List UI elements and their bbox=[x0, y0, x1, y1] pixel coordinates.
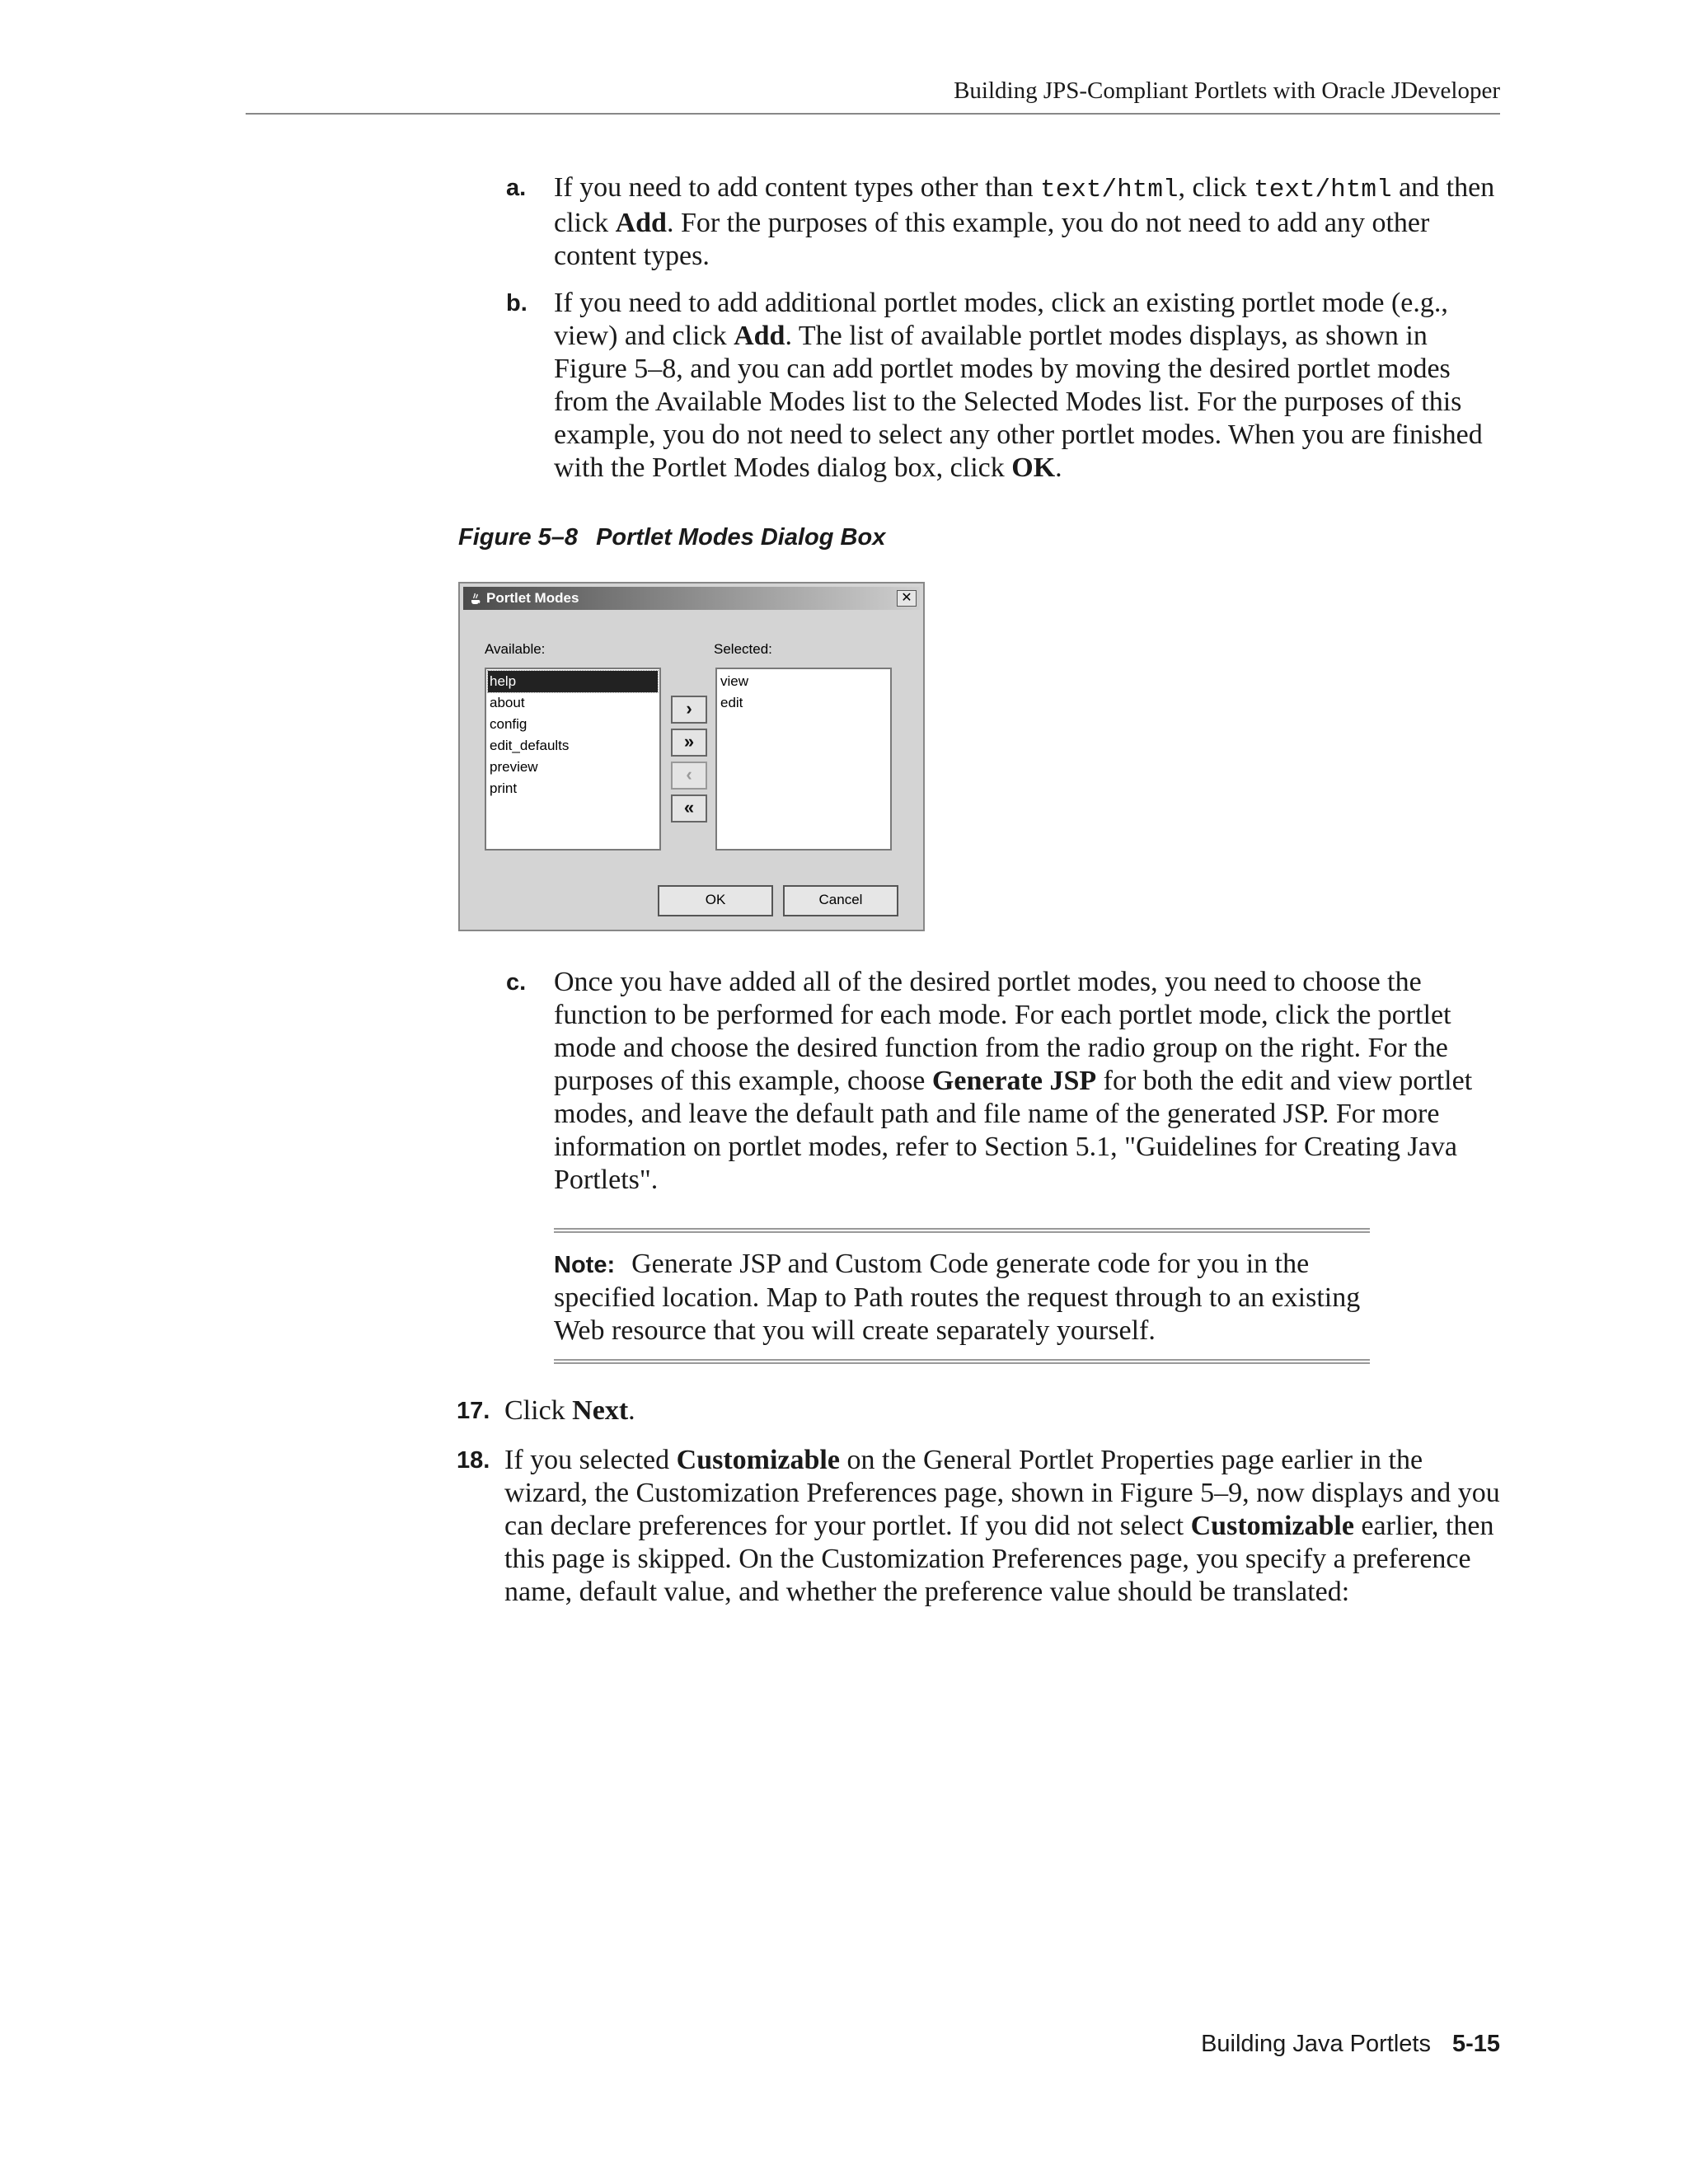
note-content bbox=[554, 1233, 1370, 1359]
list-item-edit-defaults[interactable]: edit_defaults bbox=[490, 738, 570, 753]
dialog-title: Portlet Modes bbox=[486, 590, 579, 606]
paragraph: If you selected Customizable on the General Portlet Properties page earlier in the wizard, the Customization Preferences page, shown in Figure 5–9, now displays and you can declare preferences for your portlet. If you did not select Customizable earlier, then this page is skipped. On the Customization Preferences page, you specify a preference name, default value, and whether the preference value should be translated: bbox=[504, 1445, 1500, 1607]
running-header: Building JPS-Compliant Portlets with Oracle JDeveloper bbox=[954, 77, 1500, 104]
note-box bbox=[554, 1228, 1370, 1364]
bold-term: Add bbox=[734, 321, 785, 351]
header-rule bbox=[246, 113, 1500, 115]
list-item-a bbox=[506, 171, 1502, 273]
move-all-right-button[interactable]: » bbox=[671, 729, 707, 757]
bold-term: Add bbox=[615, 208, 667, 238]
list-item-about[interactable]: about bbox=[490, 695, 525, 710]
available-label: Available: bbox=[485, 641, 546, 657]
step-18 bbox=[457, 1444, 1502, 1609]
move-all-left-button[interactable]: « bbox=[671, 794, 707, 823]
list-item-c bbox=[506, 966, 1502, 1197]
paragraph: Click Next. bbox=[504, 1395, 635, 1426]
footer-chapter: Building Java Portlets bbox=[1201, 2031, 1431, 2057]
note-label: Note: bbox=[554, 1252, 616, 1278]
paragraph: If you need to add content types other than text/html, click text/html and then click Add. For the purposes of this example, you do not need to add any other content types. bbox=[554, 172, 1495, 271]
note-text: Generate JSP and Custom Code generate code for you in the specified location. Map to Path routes the request through to an existing Web resource that you will create separately yourself. bbox=[554, 1249, 1361, 1346]
bold-term: Customizable bbox=[676, 1445, 840, 1475]
portlet-modes-dialog bbox=[458, 582, 925, 931]
cancel-button[interactable]: Cancel bbox=[783, 885, 898, 916]
page-footer bbox=[246, 2031, 1500, 2058]
move-left-button[interactable]: ‹ bbox=[671, 762, 707, 790]
bold-term: Next bbox=[572, 1395, 629, 1426]
selected-modes-list[interactable] bbox=[715, 668, 892, 851]
list-marker: b. bbox=[506, 290, 528, 316]
list-item-help[interactable]: help bbox=[488, 671, 658, 692]
list-marker: c. bbox=[506, 969, 527, 996]
bold-term: OK bbox=[1011, 452, 1056, 483]
selected-label: Selected: bbox=[714, 641, 772, 657]
figure-title: Portlet Modes Dialog Box bbox=[596, 524, 886, 551]
bold-term: Customizable bbox=[1190, 1511, 1354, 1541]
list-item-view[interactable]: view bbox=[720, 673, 749, 689]
list-item-print[interactable]: print bbox=[490, 780, 518, 796]
java-app-icon bbox=[468, 591, 483, 606]
figure-caption bbox=[458, 524, 885, 551]
available-modes-list[interactable] bbox=[485, 668, 661, 851]
page-number: 5-15 bbox=[1451, 2031, 1500, 2057]
list-item-preview[interactable]: preview bbox=[490, 759, 538, 775]
close-button[interactable]: ✕ bbox=[897, 590, 917, 607]
step-number: 17. bbox=[457, 1398, 490, 1424]
inline-code: text/html bbox=[1040, 176, 1179, 204]
move-right-button[interactable]: › bbox=[671, 696, 707, 724]
bold-term: Generate JSP bbox=[931, 1066, 1097, 1096]
inline-code: text/html bbox=[1254, 176, 1392, 204]
step-17 bbox=[457, 1394, 1502, 1427]
paragraph: If you need to add additional portlet modes, click an existing portlet mode (e.g., view) and click Add. The list of available portlet modes displays, as shown in Figure 5–8, and you can add portlet modes by moving the desired portlet modes from the Available Modes list to the Selected Modes list. For the purposes of this example, you do not need to select any other portlet modes. When you are finished with the Portlet Modes dialog box, click OK. bbox=[554, 288, 1483, 483]
list-item-config[interactable]: config bbox=[490, 716, 528, 732]
paragraph: Once you have added all of the desired portlet modes, you need to choose the function to be performed for each mode. For each portlet mode, click the portlet mode and choose the desired function from the radio group on the right. For the purposes of this example, choose Generate JSP for both the edit and view portlet modes, and leave the default path and file name of the generated JSP. For more information on portlet modes, refer to Section 5.1, "Guidelines for Creating Java Portlets". bbox=[554, 967, 1473, 1195]
list-marker: a. bbox=[506, 175, 527, 201]
list-item-b bbox=[506, 287, 1502, 485]
dialog-titlebar[interactable] bbox=[463, 587, 920, 610]
step-number: 18. bbox=[457, 1447, 490, 1474]
ok-button[interactable]: OK bbox=[658, 885, 773, 916]
list-item-edit[interactable]: edit bbox=[720, 695, 743, 710]
note-bottom-rule bbox=[554, 1359, 1370, 1364]
figure-number: Figure 5–8 bbox=[458, 524, 579, 551]
